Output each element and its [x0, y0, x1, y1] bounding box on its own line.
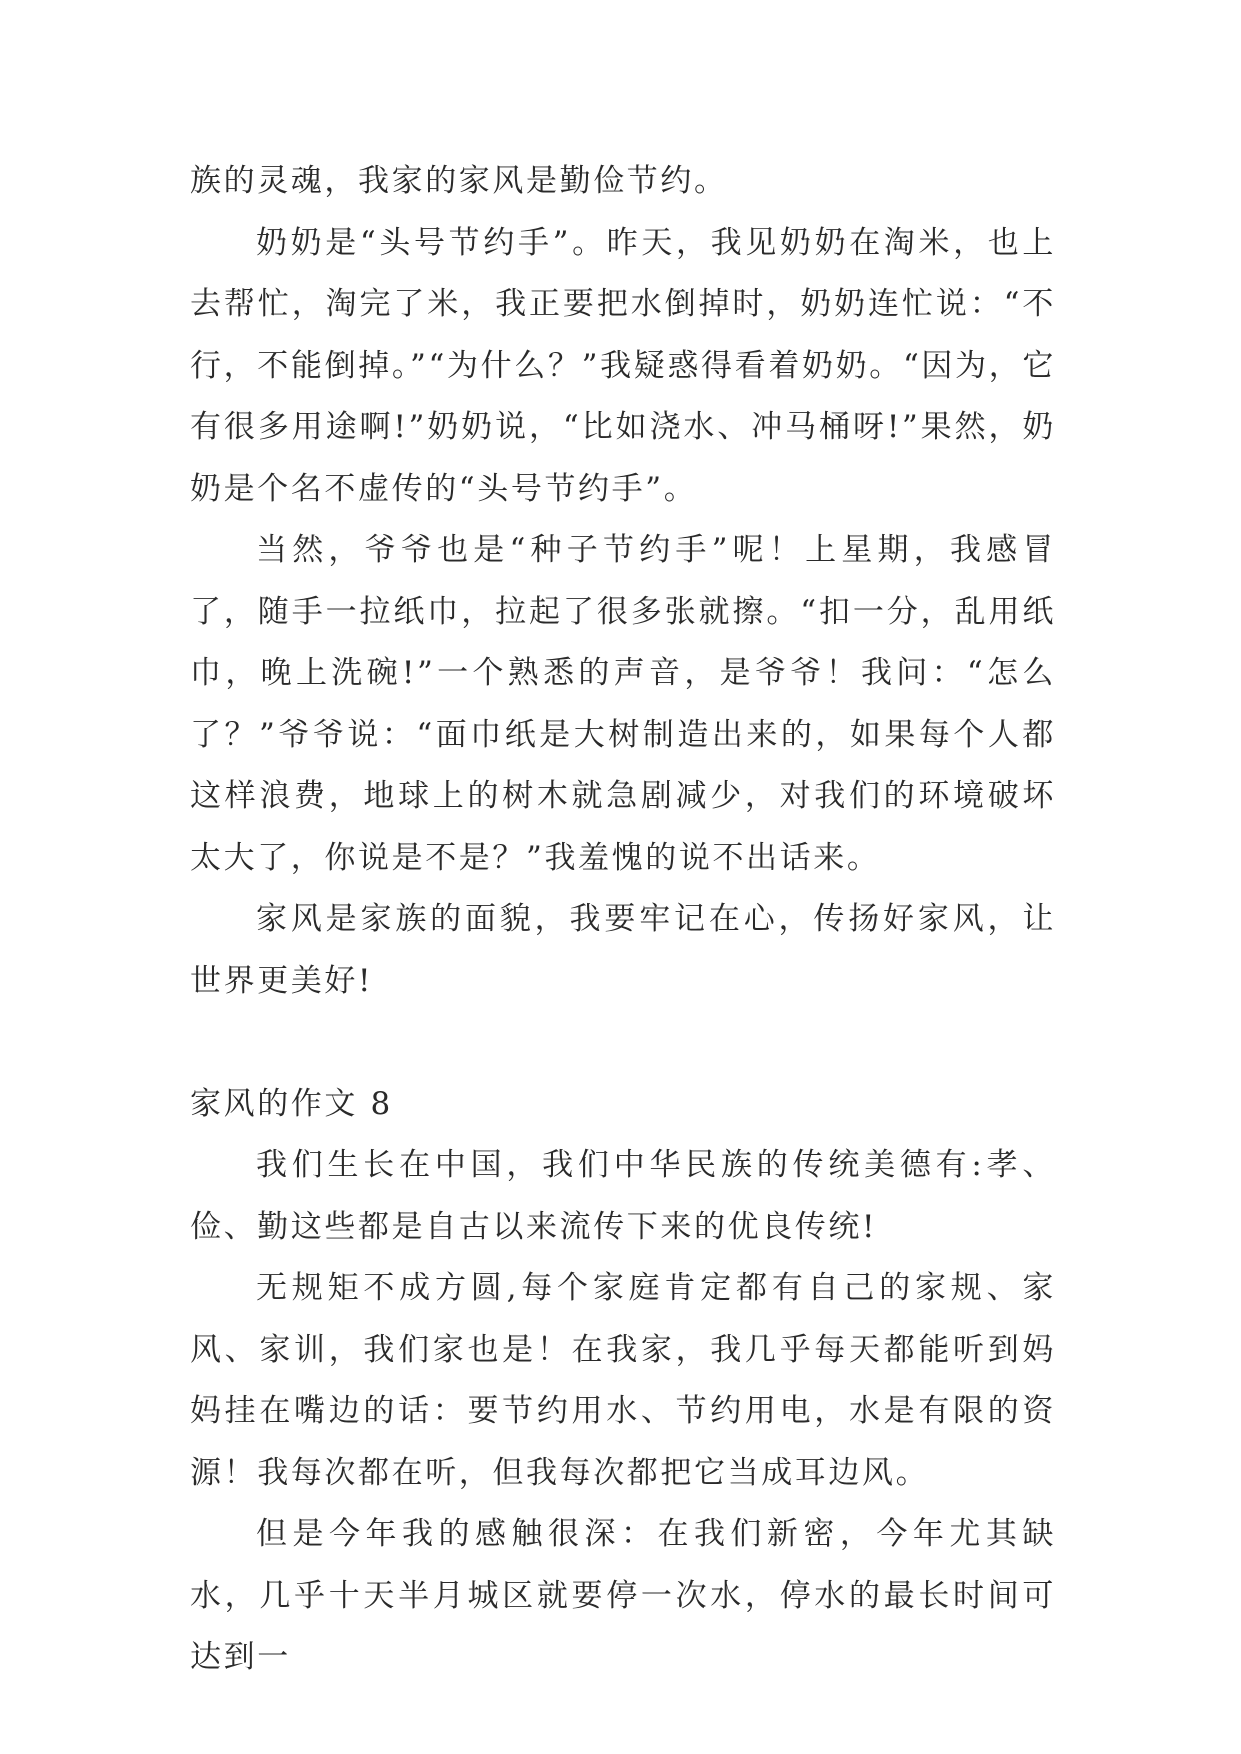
paragraph-2: 奶奶是“头号节约手”。昨天，我见奶奶在淘米，也上去帮忙，淘完了米，我正要把水倒掉时，奶奶连忙说：“不行，不能倒掉。”“为什么？”我疑惑得看着奶奶。“因为，它有很多用途啊!”奶奶说，“比如浇水、冲马桶呀!”果然，奶奶是个名不虚传的“头号节约手”。: [190, 224, 1056, 507]
paragraph-4: 家风是家族的面貌，我要牢记在心，传扬好家风，让世界更美好!: [190, 901, 1056, 999]
paragraph-3: 当然，爷爷也是“种子节约手”呢！上星期，我感冒了，随手一拉纸巾，拉起了很多张就擦。“扣一分，乱用纸巾，晚上洗碗!”一个熟悉的声音，是爷爷！我问：“怎么了？”爷爷说：“面巾纸是大树制造出来的，如果每个人都这样浪费，地球上的树木就急剧减少，对我们的环境破坏太大了，你说是不是？”我羞愧的说不出话来。: [190, 532, 1056, 876]
document-body: [190, 151, 1056, 1689]
paragraph-5: 我们生长在中国，我们中华民族的传统美德有:孝、俭、勤这些都是自古以来流传下来的优良传统!: [190, 1147, 1056, 1245]
paragraph-6: 无规矩不成方圆,每个家庭肯定都有自己的家规、家风、家训，我们家也是！在我家，我几乎每天都能听到妈妈挂在嘴边的话：要节约用水、节约用电，水是有限的资源！我每次都在听，但我每次都把它当成耳边风。: [190, 1270, 1056, 1491]
paragraph-7: 但是今年我的感触很深：在我们新密，今年尤其缺水，几乎十天半月城区就要停一次水，停水的最长时间可达到一: [190, 1516, 1056, 1675]
section-heading: 家风的作文 8: [190, 1085, 393, 1122]
paragraph-1: 族的灵魂，我家的家风是勤俭节约。: [190, 163, 728, 199]
